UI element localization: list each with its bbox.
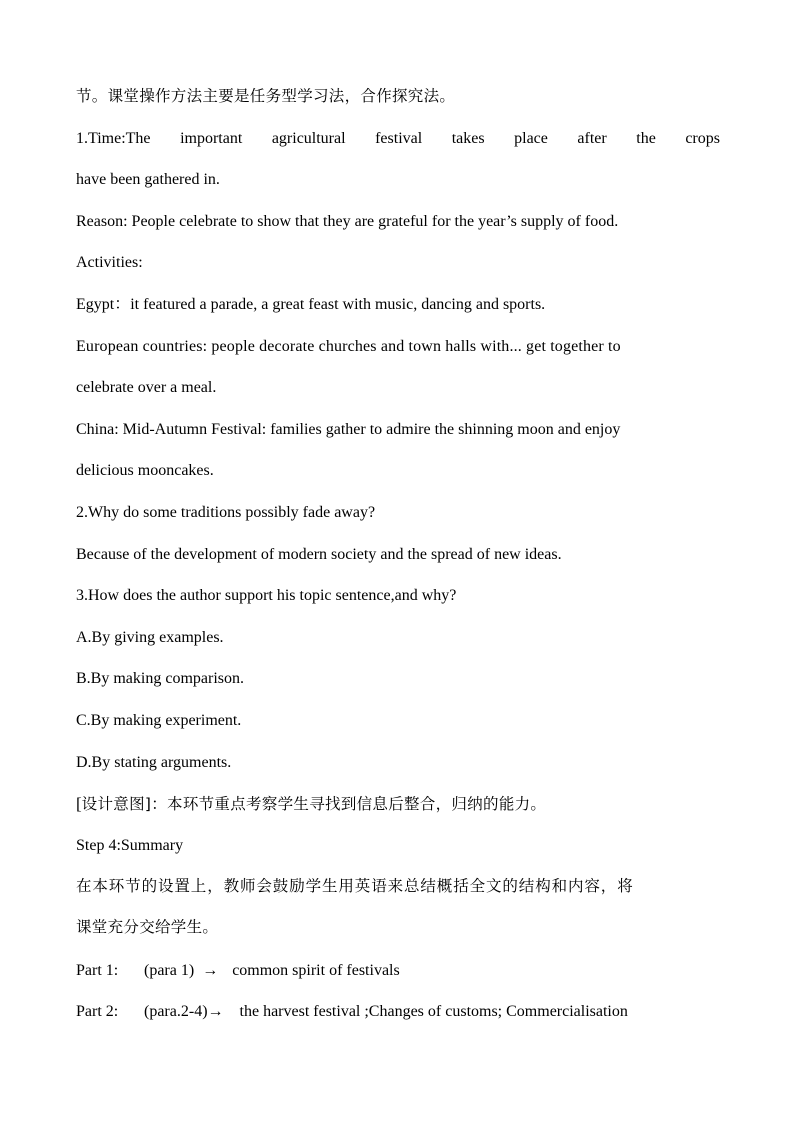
step4-desc-line1: 在本环节的设置上，教师会鼓励学生用英语来总结概括全文的结构和内容，将 xyxy=(76,877,634,895)
q2-answer: Because of the development of modern society and the spread of new ideas. xyxy=(76,546,562,563)
q1-time-continuation: have been gathered in. xyxy=(76,171,220,188)
q2-question: 2.Why do some traditions possibly fade away? xyxy=(76,504,376,521)
intro-line: 节。课堂操作方法主要是任务型学习法，合作探究法。 xyxy=(76,87,456,105)
document-page xyxy=(76,0,720,1123)
part-label: Part 1: xyxy=(76,962,119,979)
q1-time-word: after xyxy=(577,130,607,147)
part-para: (para.2-4) xyxy=(144,1003,208,1020)
q1-time-word: 1.Time:The xyxy=(76,130,151,147)
q1-time-word: takes xyxy=(451,130,485,147)
q1-time-word: important xyxy=(180,130,243,147)
q1-time-word: festival xyxy=(375,130,423,147)
part-content: the harvest festival ;Changes of customs; Commercialisation xyxy=(239,1003,628,1020)
arrow-icon: → xyxy=(207,1003,224,1020)
summary-part-1 xyxy=(76,961,720,981)
q1-time-word: place xyxy=(514,130,548,147)
q3-question: 3.How does the author support his topic sentence,and why? xyxy=(76,587,457,604)
q1-reason: Reason: People celebrate to show that they are grateful for the year’s supply of food. xyxy=(76,213,619,230)
q1-time-line xyxy=(76,129,720,149)
q3-option-b: B.By making comparison. xyxy=(76,670,244,687)
q1-egypt: Egypt：it featured a parade, a great feast with music, dancing and sports. xyxy=(76,296,546,313)
q1-time-word: crops xyxy=(685,130,720,147)
q1-activities-label: Activities: xyxy=(76,254,143,271)
q1-china: China: Mid-Autumn Festival: families gather to admire the shinning moon and enjoy xyxy=(76,421,621,438)
q3-option-c: C.By making experiment. xyxy=(76,712,242,729)
design-intent-line xyxy=(76,794,720,815)
q1-europe-continuation: celebrate over a meal. xyxy=(76,379,217,396)
q1-time-word: agricultural xyxy=(271,130,346,147)
q1-time-word: the xyxy=(636,130,656,147)
design-intent-text: ：本环节重点考察学生寻找到信息后整合，归纳的能力。 xyxy=(151,795,547,813)
design-intent-bracket: [ xyxy=(76,794,82,813)
part-content: common spirit of festivals xyxy=(232,962,400,979)
part-para: (para 1) xyxy=(144,962,195,979)
q1-europe: European countries: people decorate churches and town halls with... get together to xyxy=(76,338,621,355)
arrow-icon: → xyxy=(202,962,219,979)
design-intent-label: 设计意图] xyxy=(81,795,152,813)
q1-china-continuation: delicious mooncakes. xyxy=(76,462,214,479)
step4-desc-line2: 课堂充分交给学生。 xyxy=(76,918,219,936)
step4-title: Step 4:Summary xyxy=(76,837,184,854)
summary-part-2 xyxy=(76,1002,720,1022)
q3-option-a: A.By giving examples. xyxy=(76,629,224,646)
q3-option-d: D.By stating arguments. xyxy=(76,754,232,771)
part-label: Part 2: xyxy=(76,1003,119,1020)
